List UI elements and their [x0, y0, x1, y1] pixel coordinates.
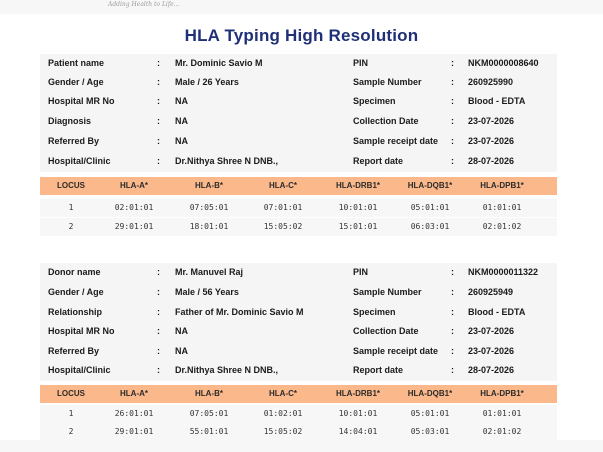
info-row — [40, 112, 557, 131]
donor-typing-table — [40, 385, 557, 441]
info-row — [40, 263, 557, 282]
table-cell: 10:01:01 — [338, 409, 378, 418]
field-label: Donor name — [48, 267, 101, 277]
field-label: Gender / Age — [48, 77, 104, 87]
colon: : — [451, 156, 454, 166]
colon: : — [157, 116, 160, 126]
column-header: HLA-A* — [120, 181, 148, 190]
info-row — [40, 342, 557, 361]
field-value: Blood - EDTA — [468, 96, 526, 106]
colon: : — [157, 156, 160, 166]
colon: : — [157, 307, 160, 317]
table-cell: 18:01:01 — [189, 222, 229, 231]
field-label: Report date — [353, 365, 404, 375]
column-header: HLA-C* — [269, 389, 297, 398]
field-value: NKM0000008640 — [468, 58, 539, 68]
field-value: Father of Mr. Dominic Savio M — [175, 307, 304, 317]
field-value: NA — [175, 96, 188, 106]
table-cell: 02:01:02 — [482, 427, 522, 436]
field-value: NA — [175, 326, 188, 336]
info-row — [40, 361, 557, 380]
field-value: 23-07-2026 — [468, 326, 515, 336]
field-value: Mr. Dominic Savio M — [175, 58, 263, 68]
field-value: NA — [175, 346, 188, 356]
column-header: HLA-DPB1* — [480, 181, 524, 190]
table-cell: 02:01:02 — [482, 222, 522, 231]
field-value: NKM0000011322 — [468, 267, 539, 277]
field-label: Hospital MR No — [48, 96, 115, 106]
table-cell: 05:01:01 — [410, 409, 450, 418]
colon: : — [451, 58, 454, 68]
lab-tagline: Adding Health to Life... — [108, 1, 180, 8]
field-value: 260925949 — [468, 287, 514, 297]
table-cell: 15:05:02 — [263, 222, 303, 231]
colon: : — [451, 267, 454, 277]
table-cell: 2 — [68, 222, 74, 231]
typing-header-row — [40, 385, 557, 403]
colon: : — [451, 287, 454, 297]
field-label: Hospital/Clinic — [48, 156, 111, 166]
table-row — [40, 218, 557, 236]
info-row — [40, 132, 557, 151]
field-label: Sample receipt date — [353, 346, 439, 356]
column-header: LOCUS — [57, 181, 85, 190]
table-cell: 01:01:01 — [482, 203, 522, 212]
table-cell: 06:03:01 — [410, 222, 450, 231]
field-label: Specimen — [353, 307, 396, 317]
field-value: 23-07-2026 — [468, 116, 515, 126]
field-label: Sample Number — [353, 287, 422, 297]
field-label: PIN — [353, 267, 369, 277]
info-row — [40, 322, 557, 341]
field-value: Dr.Nithya Shree N DNB., — [175, 365, 279, 375]
column-header: HLA-C* — [269, 181, 297, 190]
field-value: Male / 26 Years — [175, 77, 239, 87]
patient-typing-table — [40, 177, 557, 237]
field-label: Collection Date — [353, 326, 419, 336]
colon: : — [451, 326, 454, 336]
report-title: HLA Typing High Resolution — [184, 26, 419, 45]
table-cell: 29:01:01 — [114, 222, 154, 231]
field-label: PIN — [353, 58, 369, 68]
colon: : — [451, 77, 454, 87]
column-header: HLA-A* — [120, 389, 148, 398]
colon: : — [451, 96, 454, 106]
field-value: 28-07-2026 — [468, 156, 515, 166]
field-value: 260925990 — [468, 77, 514, 87]
table-row — [40, 405, 557, 423]
field-label: Diagnosis — [48, 116, 92, 126]
field-value: 23-07-2026 — [468, 346, 515, 356]
colon: : — [451, 136, 454, 146]
colon: : — [157, 96, 160, 106]
table-cell: 29:01:01 — [114, 427, 154, 436]
colon: : — [157, 58, 160, 68]
field-label: Relationship — [48, 307, 103, 317]
info-row — [40, 73, 557, 92]
colon: : — [157, 326, 160, 336]
field-value: Mr. Manuvel Raj — [175, 267, 244, 277]
field-value: Dr.Nithya Shree N DNB., — [175, 156, 279, 166]
colon: : — [157, 287, 160, 297]
field-label: Referred By — [48, 346, 100, 356]
patient-info-panel — [40, 54, 557, 172]
table-cell: 1 — [68, 409, 74, 418]
table-cell: 07:01:01 — [263, 203, 303, 212]
field-label: Hospital MR No — [48, 326, 115, 336]
colon: : — [451, 307, 454, 317]
table-cell: 01:02:01 — [263, 409, 303, 418]
colon: : — [451, 365, 454, 375]
field-value: 23-07-2026 — [468, 136, 515, 146]
field-value: NA — [175, 136, 188, 146]
field-label: Report date — [353, 156, 404, 166]
field-label: Patient name — [48, 58, 105, 68]
colon: : — [157, 136, 160, 146]
colon: : — [451, 116, 454, 126]
table-row — [40, 199, 557, 217]
field-label: Hospital/Clinic — [48, 365, 111, 375]
table-row — [40, 423, 557, 441]
column-header: LOCUS — [57, 389, 85, 398]
field-value: 28-07-2026 — [468, 365, 515, 375]
table-cell: 26:01:01 — [114, 409, 154, 418]
table-cell: 05:01:01 — [410, 203, 450, 212]
info-row — [40, 303, 557, 322]
top-strip — [0, 0, 603, 14]
field-value: NA — [175, 116, 188, 126]
field-label: Gender / Age — [48, 287, 104, 297]
info-row — [40, 92, 557, 111]
table-cell: 15:05:02 — [263, 427, 303, 436]
colon: : — [157, 365, 160, 375]
field-label: Sample Number — [353, 77, 422, 87]
colon: : — [451, 346, 454, 356]
colon: : — [157, 267, 160, 277]
table-cell: 2 — [68, 427, 74, 436]
field-value: Blood - EDTA — [468, 307, 526, 317]
info-row — [40, 54, 557, 73]
table-cell: 07:05:01 — [189, 409, 229, 418]
donor-info-panel — [40, 263, 557, 381]
column-header: HLA-DPB1* — [480, 389, 524, 398]
column-header: HLA-DQB1* — [407, 181, 453, 190]
field-value: Male / 56 Years — [175, 287, 239, 297]
field-label: Sample receipt date — [353, 136, 439, 146]
bottom-strip — [0, 440, 603, 452]
info-row — [40, 283, 557, 302]
field-label: Referred By — [48, 136, 100, 146]
table-cell: 15:01:01 — [338, 222, 378, 231]
field-label: Specimen — [353, 96, 396, 106]
column-header: HLA-B* — [195, 181, 223, 190]
column-header: HLA-DRB1* — [336, 389, 380, 398]
column-header: HLA-B* — [195, 389, 223, 398]
table-cell: 05:03:01 — [410, 427, 450, 436]
column-header: HLA-DQB1* — [407, 389, 453, 398]
table-cell: 07:05:01 — [189, 203, 229, 212]
field-label: Collection Date — [353, 116, 419, 126]
table-cell: 55:01:01 — [189, 427, 229, 436]
table-cell: 14:04:01 — [338, 427, 378, 436]
info-row — [40, 152, 557, 171]
table-cell: 1 — [68, 203, 74, 212]
typing-header-row — [40, 177, 557, 195]
table-cell: 02:01:01 — [114, 203, 154, 212]
colon: : — [157, 77, 160, 87]
column-header: HLA-DRB1* — [336, 181, 380, 190]
table-cell: 10:01:01 — [338, 203, 378, 212]
table-cell: 01:01:01 — [482, 409, 522, 418]
colon: : — [157, 346, 160, 356]
